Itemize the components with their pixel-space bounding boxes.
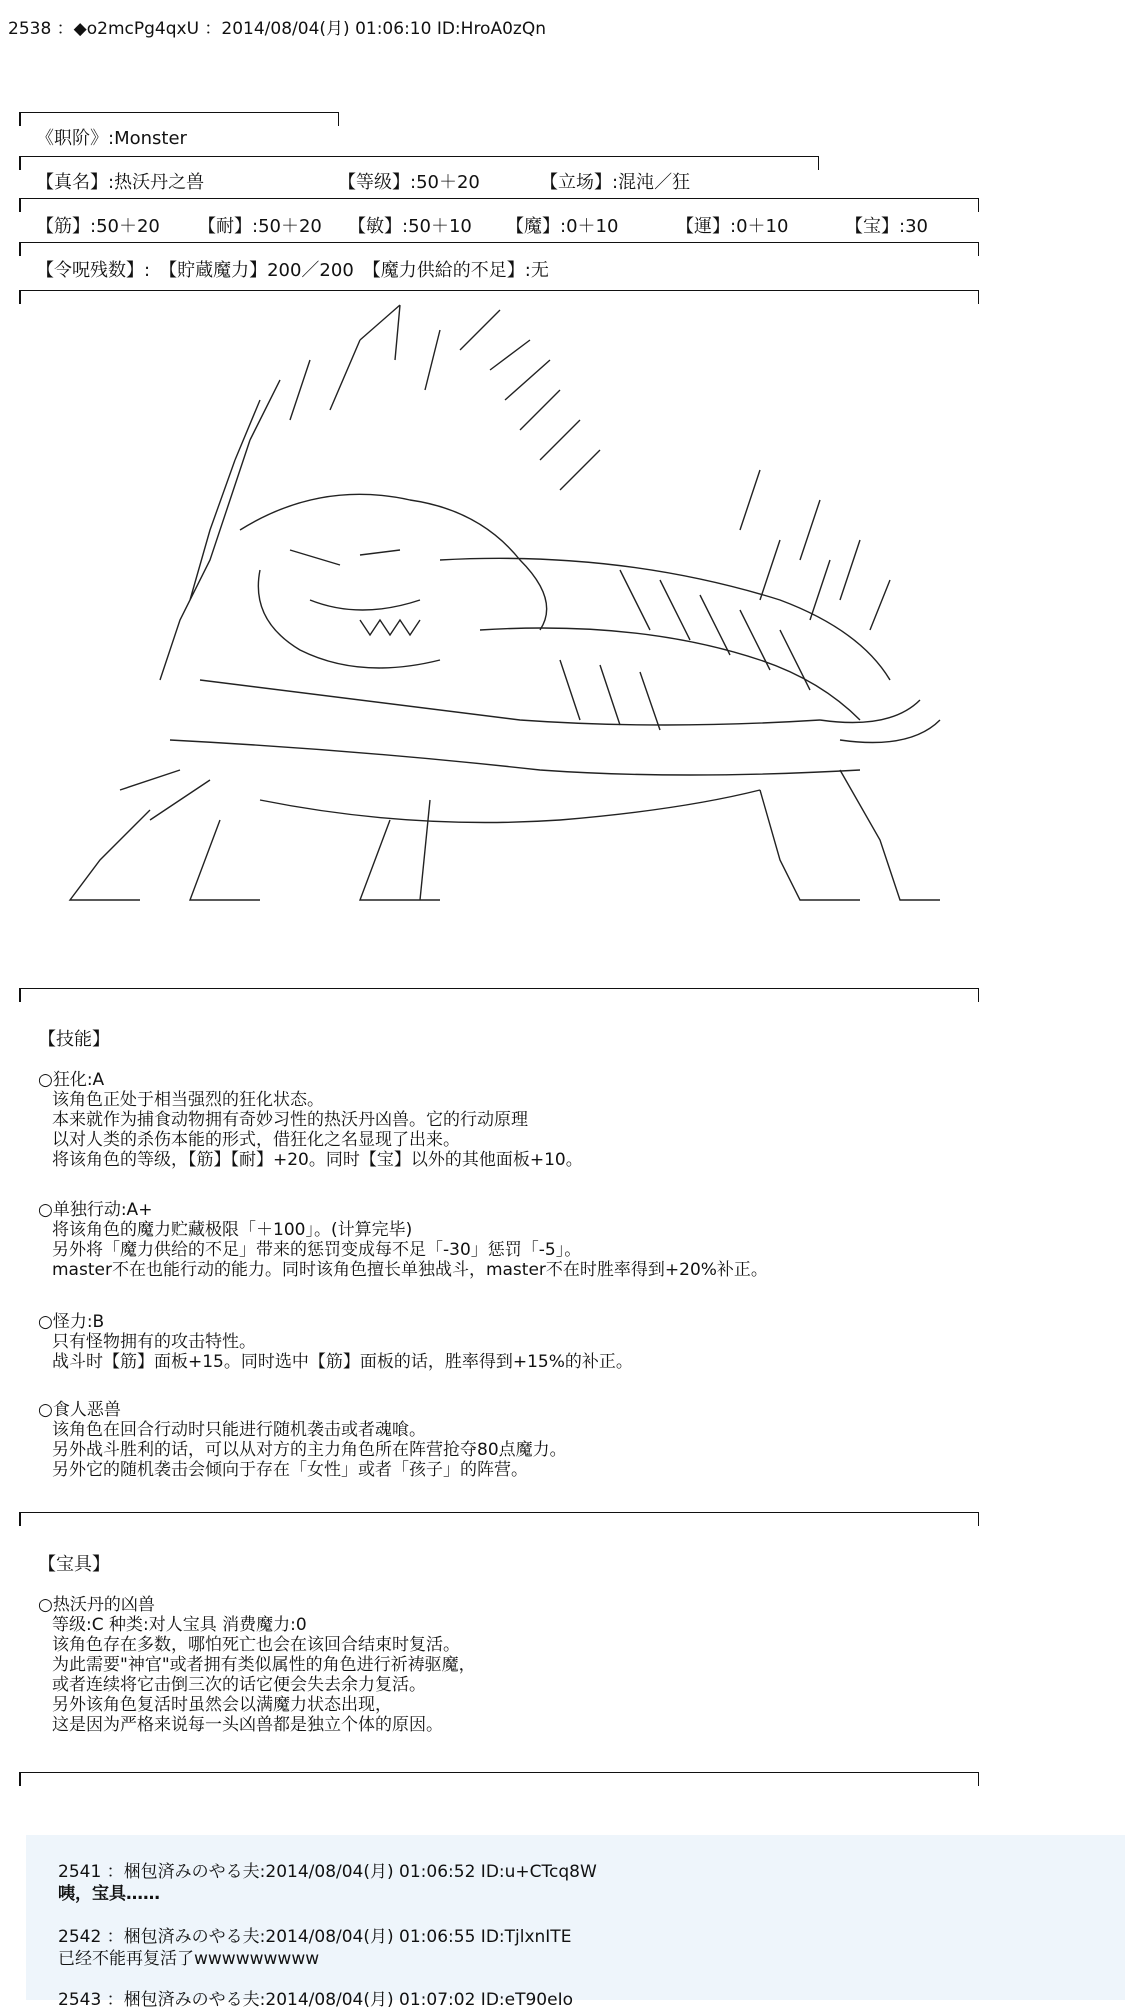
class-label: 《职阶》:Monster <box>36 128 187 149</box>
reply-2541-header: 2541 ：梱包済みのやる夫:2014/08/04(月) 01:06:52 ID:u+CTcq8W <box>58 1862 597 1882</box>
skill-line: 将该角色的等级，【筋】【耐】+20。同时【宝】以外的其他面板+10。 <box>52 1150 583 1170</box>
stat-mag: 【魔】:0＋10 <box>506 216 619 237</box>
skill-line: 另外战斗胜利的话，可以从对方的主力角色所在阵营抢夺80点魔力。 <box>52 1440 567 1460</box>
noble-phantasm <box>38 1595 476 1735</box>
divider-skills-top <box>19 988 979 1005</box>
skill-line: 另外将「魔力供给的不足」带来的惩罚变成每不足「-30」惩罚「-5」。 <box>52 1240 582 1260</box>
np-line: 该角色存在多数，哪怕死亡也会在该回合结束时复活。 <box>52 1635 460 1655</box>
replies-panel <box>26 1835 1125 2000</box>
divider-np-bottom <box>19 1772 979 1789</box>
reply-2542-header: 2542 ：梱包済みのやる夫:2014/08/04(月) 01:06:55 ID:TjlxnITE <box>58 1927 572 1947</box>
np-title: 【宝具】 <box>38 1554 110 1575</box>
skill-line: 以对人类的杀伤本能的形式，借狂化之名显现了出来。 <box>52 1130 460 1150</box>
np-line: 这是因为严格来说每一头凶兽都是独立个体的原因。 <box>52 1715 443 1735</box>
stat-agi: 【敏】:50＋10 <box>348 216 472 237</box>
alignment: 【立场】:混沌／狂 <box>540 172 691 193</box>
post-header: 2538 ：◆o2mcPg4qxU ：2014/08/04(月) 01:06:10 ID:HroA0zQn <box>8 19 546 39</box>
box-line-stats <box>19 198 979 215</box>
skill-line: 该角色正处于相当强烈的狂化状态。 <box>52 1090 324 1110</box>
ascii-art-beast-icon <box>60 300 960 950</box>
skill-line: 战斗时【筋】面板+15。同时选中【筋】面板的话，胜率得到+15%的补正。 <box>52 1352 633 1372</box>
np-line: 等级:C 种类:对人宝具 消费魔力:0 <box>52 1615 307 1635</box>
skill-independent-action <box>38 1200 768 1280</box>
np-line: 为此需要"神官"或者拥有类似属性的角色进行祈祷驱魔， <box>52 1655 476 1675</box>
skill-line: 只有怪物拥有的攻击特性。 <box>52 1332 256 1352</box>
stat-end: 【耐】:50＋20 <box>198 216 322 237</box>
skill-name: ○狂化:A <box>38 1070 105 1090</box>
skill-line: 本来就作为捕食动物拥有奇妙习性的热沃丹凶兽。它的行动原理 <box>52 1110 528 1130</box>
divider-np-top <box>19 1512 979 1529</box>
stat-np: 【宝】:30 <box>845 216 928 237</box>
skill-line: master不在也能行动的能力。同时该角色擅长单独战斗，master不在时胜率得到+20%补正。 <box>52 1260 768 1280</box>
skill-line: 另外它的随机袭击会倾向于存在「女性」或者「孩子」的阵营。 <box>52 1460 528 1480</box>
skill-name: ○单独行动:A+ <box>38 1200 153 1220</box>
reply-2541-body: 咦，宝具…… <box>58 1884 160 1904</box>
reply-2543-header: 2543 ：梱包済みのやる夫:2014/08/04(月) 01:07:02 ID:eT90eIo <box>58 1990 573 2010</box>
np-line: 另外该角色复活时虽然会以满魔力状态出现， <box>52 1695 392 1715</box>
true-name: 【真名】:热沃丹之兽 <box>36 172 205 193</box>
skill-name: ○怪力:B <box>38 1312 105 1332</box>
stat-str: 【筋】:50＋20 <box>36 216 160 237</box>
skill-monstrous-strength <box>38 1312 633 1372</box>
skill-line: 将该角色的魔力贮藏极限「＋100」。(计算完毕) <box>52 1220 413 1240</box>
skills-title: 【技能】 <box>38 1029 110 1050</box>
skill-berserk <box>38 1070 583 1170</box>
skill-man-eater <box>38 1400 567 1480</box>
skill-name: ○食人恶兽 <box>38 1400 121 1420</box>
np-line: 或者连续将它击倒三次的话它便会失去余力复活。 <box>52 1675 426 1695</box>
level: 【等级】:50＋20 <box>338 172 480 193</box>
reply-2542-body: 已经不能再复活了wwwwwwwww <box>58 1949 320 1969</box>
stat-luck: 【運】:0＋10 <box>676 216 789 237</box>
skill-line: 该角色在回合行动时只能进行随机袭击或者魂喰。 <box>52 1420 426 1440</box>
command-row: 【令呪残数】: 【貯蔵魔力】200／200 【魔力供給的不足】:无 <box>36 260 549 281</box>
np-name: ○热沃丹的凶兽 <box>38 1595 155 1615</box>
